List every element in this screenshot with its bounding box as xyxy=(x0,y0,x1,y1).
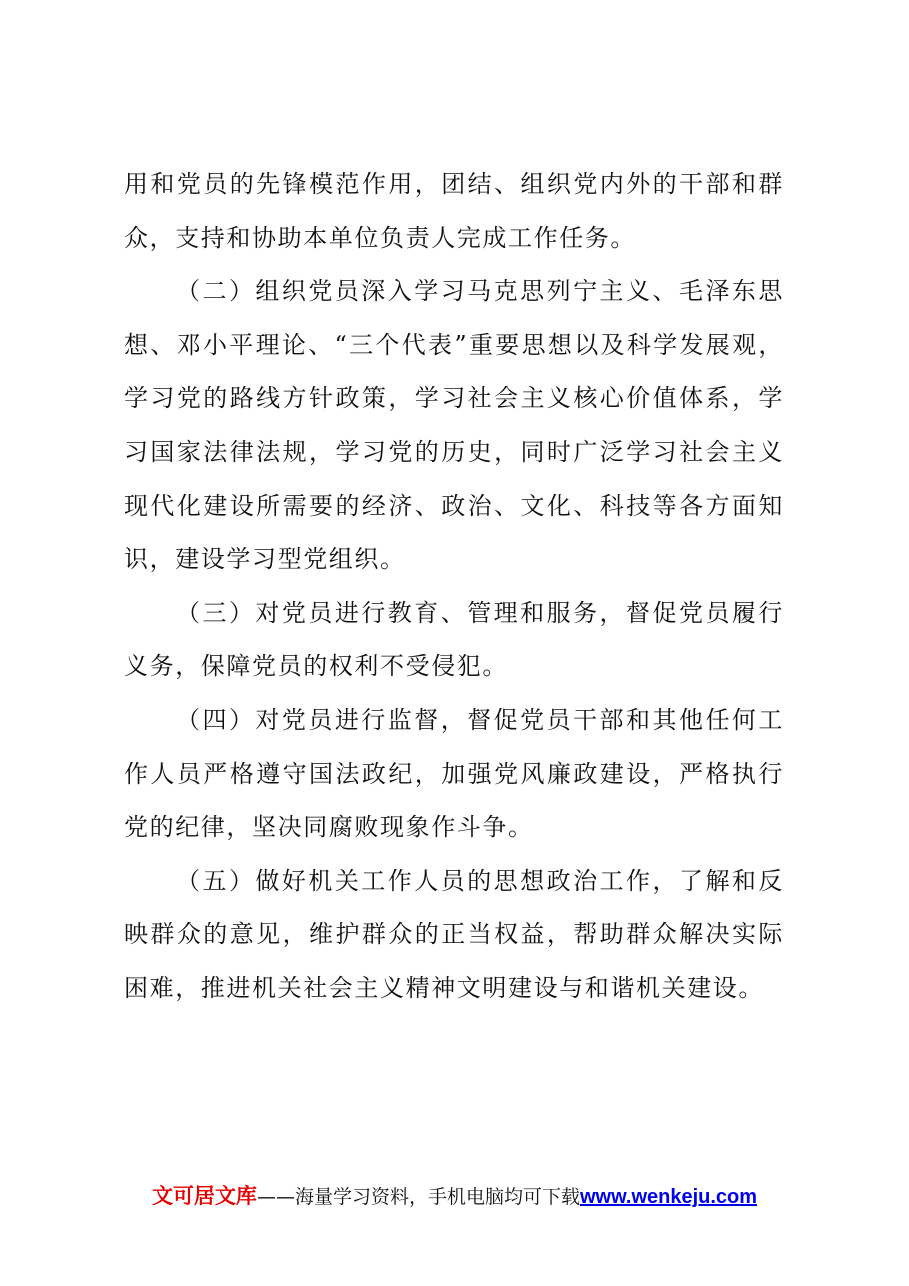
footer-slogan: ——海量学习资料，手机电脑均可下载 xyxy=(256,1186,580,1208)
paragraph-continuation: 用和党员的先锋模范作用，团结、组织党内外的干部和群众，支持和协助本单位负责人完成工作任务。 xyxy=(124,170,784,252)
paragraph-item-3: （三）对党员进行教育、管理和服务，督促党员履行义务，保障党员的权利不受侵犯。 xyxy=(124,598,784,681)
paragraph-item-5: （五）做好机关工作人员的思想政治工作，了解和反映群众的意见，维护群众的正当权益，帮助群众解决实际困难，推进机关社会主义精神文明建设与和谐机关建设。 xyxy=(124,866,784,1002)
footer-brand: 文可居文库 xyxy=(151,1184,257,1208)
paragraph-item-2: （二）组织党员深入学习马克思列宁主义、毛泽东思想、邓小平理论、“三个代表”重要思想以及科学发展观，学习党的路线方针政策，学习社会主义核心价值体系，学习国家法律法规，学习党的历史，同时广泛学习社会主义现代化建设所需要的经济、政治、文化、科技等各方面知识，建设学习型党组织。 xyxy=(124,277,784,574)
footer-watermark xyxy=(0,1181,909,1212)
footer-site-link[interactable]: www.wenkeju.com xyxy=(579,1186,758,1208)
document-body xyxy=(124,158,784,1016)
paragraph-item-4: （四）对党员进行监督，督促党员干部和其他任何工作人员严格遵守国法政纪，加强党风廉政建设，严格执行党的纪律，坚决同腐败现象作斗争。 xyxy=(124,705,784,842)
